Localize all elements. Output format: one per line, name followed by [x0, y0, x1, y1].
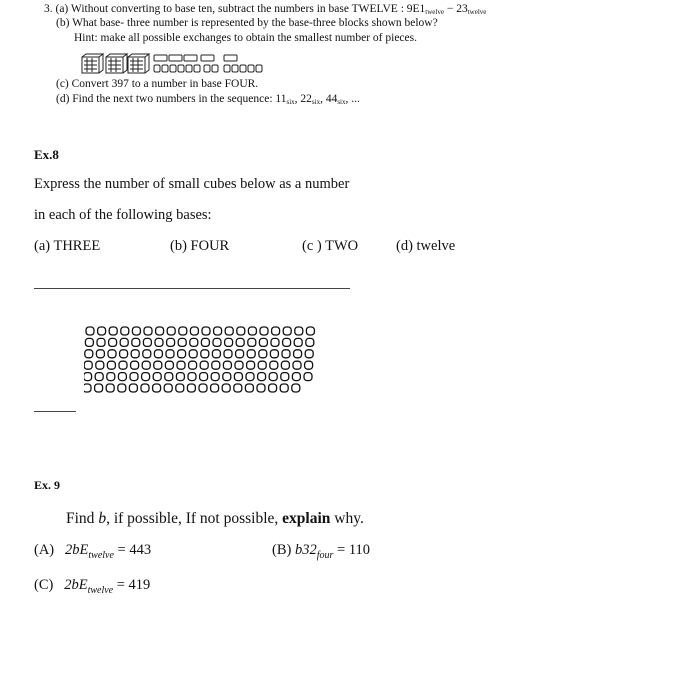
small-cube: [222, 384, 230, 392]
ex9-prompt-bold: explain: [282, 510, 331, 527]
small-cube: [258, 373, 266, 381]
ex8-option-d: (d) twelve: [396, 238, 456, 254]
small-cube: [236, 350, 244, 358]
small-cube: [132, 327, 140, 335]
small-cube: [225, 327, 233, 335]
ex9-b-sub: four: [316, 549, 334, 561]
small-cube: [293, 361, 301, 369]
small-cube: [154, 350, 162, 358]
small-cube: [257, 384, 265, 392]
small-cube: [237, 327, 245, 335]
small-cube: [212, 361, 220, 369]
q3-d-text: (d) Find the next two numbers in the sequence: 11: [56, 93, 287, 105]
small-cube: [247, 350, 255, 358]
ex8-line2: in each of the following bases:: [34, 207, 212, 223]
small-cube: [259, 350, 267, 358]
small-cube: [179, 327, 187, 335]
small-cube: [142, 361, 150, 369]
small-cube: [131, 350, 139, 358]
q3-d-mid2: , 44: [320, 93, 338, 105]
small-cube: [292, 384, 300, 392]
ex9-heading: Ex. 9: [34, 478, 61, 492]
small-cube: [201, 338, 209, 346]
small-cube: [154, 361, 162, 369]
small-cube: [167, 327, 175, 335]
q3-a-sub2: twelve: [467, 8, 487, 16]
small-cube: [212, 350, 220, 358]
small-cube: [305, 350, 313, 358]
small-cube: [234, 373, 242, 381]
small-cube: [141, 384, 149, 392]
divider-line: [34, 288, 350, 289]
q3-part-a: [44, 4, 486, 16]
small-cube: [283, 338, 291, 346]
small-cube: [187, 384, 195, 392]
small-cube: [248, 338, 256, 346]
small-cube: [153, 373, 161, 381]
small-cube: [292, 373, 300, 381]
small-cube: [164, 384, 172, 392]
short-divider: [34, 411, 76, 412]
small-cubes-figure: [84, 325, 324, 397]
small-cube: [271, 338, 279, 346]
small-cube: [246, 373, 254, 381]
small-cube: [178, 350, 186, 358]
small-cube: [189, 361, 197, 369]
ex9-c-sub: twelve: [87, 584, 114, 596]
small-cube: [118, 384, 126, 392]
small-cube: [283, 327, 291, 335]
small-cube: [107, 373, 115, 381]
small-cube: [211, 373, 219, 381]
small-cube: [98, 327, 106, 335]
ex9-c-label: (C): [34, 577, 54, 593]
small-cube: [119, 361, 127, 369]
q3-part-d: [56, 94, 360, 106]
small-cube: [95, 384, 103, 392]
small-cube: [245, 384, 253, 392]
small-cube: [236, 338, 244, 346]
ex9-c-val: = 419: [116, 577, 151, 593]
ex9-b-label: (B): [272, 542, 292, 558]
small-cube: [166, 350, 174, 358]
small-cube: [129, 384, 137, 392]
q3-d-sub1: six: [286, 98, 295, 106]
small-cube: [143, 338, 151, 346]
small-cube: [211, 384, 219, 392]
small-cube: [201, 350, 209, 358]
q3-hint: Hint: make all possible exchanges to obtain the smallest number of pieces.: [74, 32, 417, 44]
small-cube: [156, 327, 164, 335]
small-cube: [177, 361, 185, 369]
q3-a-text: 3. (a) Without converting to base ten, subtract the numbers in base TWELVE : 9E1: [44, 3, 426, 15]
small-cube: [84, 384, 91, 392]
small-cube: [165, 361, 173, 369]
small-cube: [294, 350, 302, 358]
ex9-prompt-end: why.: [330, 510, 364, 527]
small-cube: [165, 373, 173, 381]
small-cube: [96, 350, 104, 358]
ex9-item-c: [34, 577, 150, 596]
small-cube: [282, 350, 290, 358]
small-cube: [176, 373, 184, 381]
small-cube: [153, 384, 161, 392]
small-cube: [200, 373, 208, 381]
small-cube: [167, 338, 175, 346]
small-cube: [305, 361, 313, 369]
small-cube: [281, 373, 289, 381]
small-cube: [294, 338, 302, 346]
small-cube: [295, 327, 303, 335]
ex9-c-expr: 2bE: [64, 577, 88, 593]
ex8-heading: Ex.8: [34, 147, 59, 162]
small-cube: [200, 361, 208, 369]
small-cube: [143, 350, 151, 358]
ex8-line1: Express the number of small cubes below as a number: [34, 176, 350, 192]
q3-d-sub2: six: [311, 98, 321, 106]
small-cube: [108, 350, 116, 358]
small-cube: [189, 350, 197, 358]
q3-d-sub3: six: [337, 98, 346, 106]
small-cube: [130, 373, 138, 381]
ex9-item-a: [34, 542, 151, 561]
small-cube: [214, 327, 222, 335]
small-cube: [176, 384, 184, 392]
small-cube: [270, 350, 278, 358]
q3-d-mid1: , 22: [294, 93, 312, 105]
small-cube: [260, 327, 268, 335]
small-cube: [199, 384, 207, 392]
small-cube: [109, 338, 117, 346]
small-cube: [270, 361, 278, 369]
q3-a-mid: − 23: [443, 3, 468, 15]
small-cube: [234, 384, 242, 392]
q3-a-sub1: twelve: [425, 8, 444, 16]
small-cube: [306, 338, 314, 346]
ex9-a-sub: twelve: [88, 549, 114, 561]
small-cube: [280, 384, 288, 392]
small-cube: [144, 327, 152, 335]
small-cube: [142, 373, 150, 381]
small-cube: [281, 361, 289, 369]
small-cube: [86, 327, 94, 335]
small-cube: [188, 373, 196, 381]
small-cube: [259, 338, 267, 346]
ex9-item-b: [272, 542, 370, 561]
small-cube: [224, 350, 232, 358]
small-cube: [223, 373, 231, 381]
ex9-a-val: = 443: [117, 542, 152, 558]
small-cube: [95, 373, 103, 381]
ex9-prompt-var: b: [98, 510, 107, 527]
small-cube: [258, 361, 266, 369]
small-cube: [84, 361, 92, 369]
small-cube: [190, 327, 198, 335]
small-cube: [97, 338, 105, 346]
small-cube: [120, 338, 128, 346]
small-cube: [272, 327, 280, 335]
small-cube: [121, 327, 129, 335]
ex8-option-b: (b) FOUR: [170, 238, 230, 254]
ex9-a-label: (A): [34, 542, 55, 558]
q3-part-b: (b) What base- three number is represented by the base-three blocks shown below?: [56, 17, 438, 29]
small-cube: [247, 361, 255, 369]
small-cube: [306, 327, 314, 335]
small-cube: [109, 327, 117, 335]
ex8-option-a: (a) THREE: [34, 238, 101, 254]
small-cube: [178, 338, 186, 346]
small-cube: [132, 338, 140, 346]
small-cube: [213, 338, 221, 346]
small-cube: [304, 373, 312, 381]
small-cube: [223, 361, 231, 369]
small-cube: [190, 338, 198, 346]
small-cube: [269, 384, 277, 392]
small-cube: [131, 361, 139, 369]
ex9-prompt-mid: , if possible, If not possible,: [106, 510, 283, 527]
ex8-option-c: (c ) TWO: [302, 238, 359, 254]
small-cube: [85, 338, 93, 346]
small-cube: [235, 361, 243, 369]
small-cube: [155, 338, 163, 346]
small-cube: [248, 327, 256, 335]
small-cube: [85, 350, 93, 358]
small-cube: [106, 384, 114, 392]
ex9-prompt: [66, 510, 364, 528]
ex9-a-expr: 2bE: [65, 542, 89, 558]
ex9-b-val: = 110: [337, 542, 371, 558]
base-three-blocks-figure: [80, 52, 310, 76]
q3-part-c: (c) Convert 397 to a number in base FOUR.: [56, 78, 259, 90]
small-cube: [202, 327, 210, 335]
small-cube: [120, 350, 128, 358]
ex9-prompt-start: Find: [66, 510, 99, 527]
q3-d-end: , ...: [345, 93, 360, 105]
small-cube: [118, 373, 126, 381]
small-cube: [96, 361, 104, 369]
small-cube: [84, 373, 92, 381]
small-cube: [107, 361, 115, 369]
small-cube: [269, 373, 277, 381]
small-cube: [225, 338, 233, 346]
ex9-b-expr: b32: [294, 542, 317, 558]
